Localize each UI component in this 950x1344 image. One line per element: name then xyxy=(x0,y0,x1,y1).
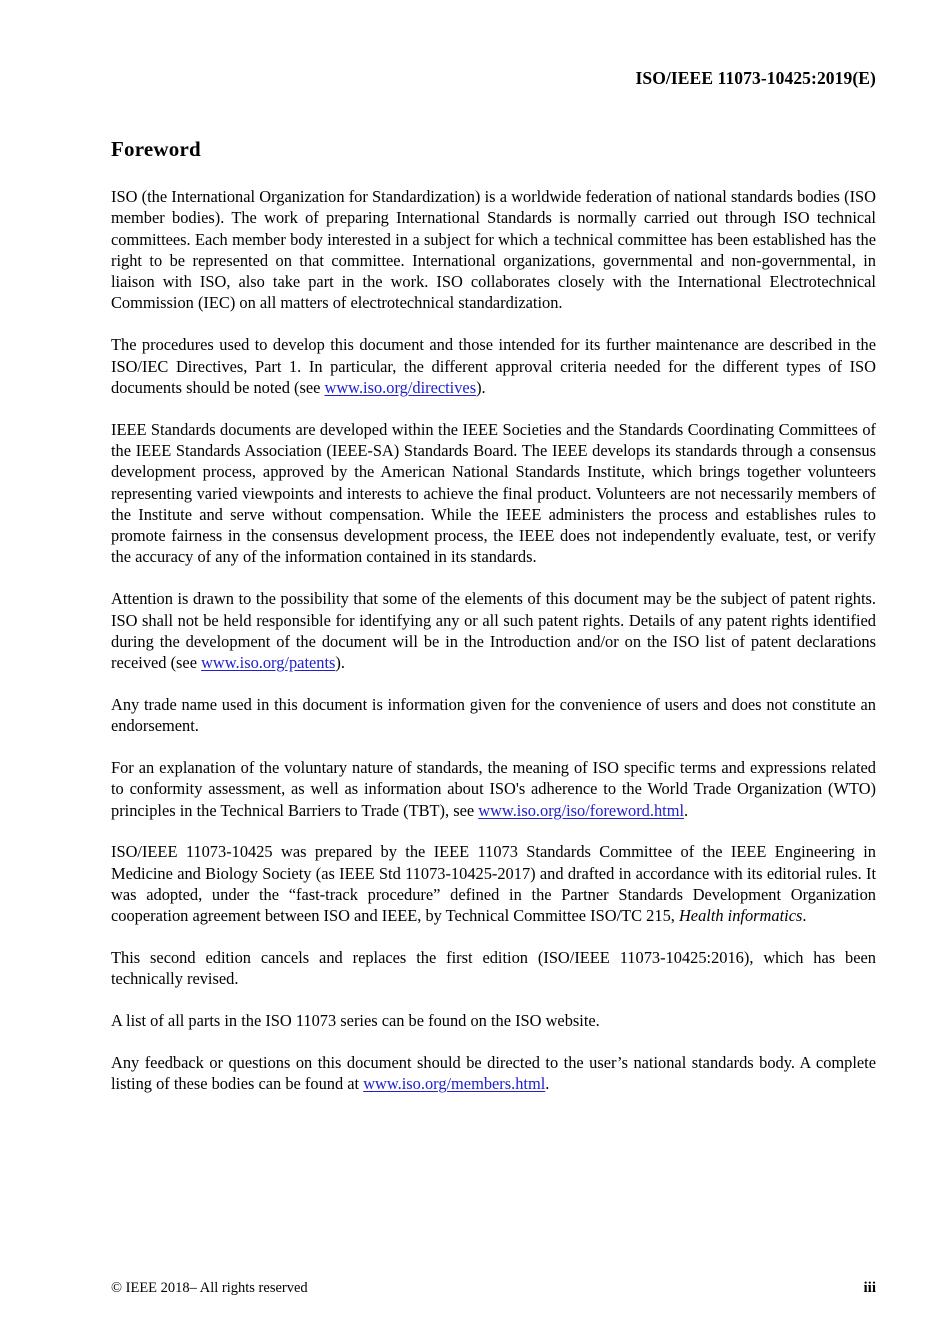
paragraph-procedures-tail: ). xyxy=(476,377,486,397)
paragraph-trade-name: Any trade name used in this document is information given for the convenience of users and does not constitute an endorsement. xyxy=(111,694,876,736)
paragraph-ieee-standards: IEEE Standards documents are developed within the IEEE Societies and the Standards Coordinating Committees of the IEEE Standards Association (IEEE-SA) Standards Board. The IEEE develops its standards through a consensus development process, approved by the American National Standards Institute, which brings together volunteers representing varied viewpoints and interests to achieve the final product. Volunteers are not necessarily members of the Institute and serve without compensation. While the IEEE administers the process and establishes rules to promote fairness in the consensus development process, the IEEE does not independently evaluate, test, or verify the accuracy of any of the information contained in its standards. xyxy=(111,419,876,567)
committee-scope-title: Health informatics xyxy=(678,906,803,926)
paragraph-preparation-tail: . xyxy=(802,906,807,926)
paragraph-patent-rights-text: Attention is drawn to the possibility that some of the elements of this document may be the subject of patent rights. ISO shall not be held responsible for identifying any or all such patent rights. Details of any patent rights identified during the development of the document will be in the Introduction and/or on the ISO list of patent declarations received (see xyxy=(111,589,876,673)
page-footer xyxy=(111,1280,876,1297)
paragraph-preparation-text: ISO/IEEE 11073-10425 was prepared by the IEEE 11073 Standards Committee of the IEEE Engineering in Medicine and Biology Society (as IEEE Std 11073-10425-2017) and drafted in accordance with its editorial rules. It was adopted, under the “fast-track procedure” defined in the Partner Standards Development Organization cooperation agreement between ISO and IEEE, by Technical Committee ISO/TC 215, xyxy=(111,842,876,926)
page-title: Foreword xyxy=(111,137,201,161)
paragraph-voluntary-nature-text: For an explanation of the voluntary nature of standards, the meaning of ISO specific terms and expressions related to conformity assessment, as well as information about ISO's adherence to the World Trade Organization (WTO) principles in the Technical Barriers to Trade (TBT), see xyxy=(111,758,876,820)
link-iso-foreword[interactable]: www.iso.org/iso/foreword.html xyxy=(478,800,685,820)
paragraph-procedures-text: The procedures used to develop this document and those intended for its further maintenance are described in the ISO/IEC Directives, Part 1. In particular, the different approval criteria needed for the different types of ISO documents should be noted (see xyxy=(111,335,876,397)
link-iso-directives[interactable]: www.iso.org/directives xyxy=(324,377,477,397)
link-iso-members[interactable]: www.iso.org/members.html xyxy=(363,1074,546,1094)
paragraph-preparation xyxy=(111,841,876,926)
paragraph-feedback-text: Any feedback or questions on this document should be directed to the user’s national standards body. A complete listing of these bodies can be found at xyxy=(111,1053,876,1094)
paragraph-voluntary-nature xyxy=(111,757,876,821)
paragraph-feedback-tail: . xyxy=(545,1074,550,1094)
copyright-notice: © IEEE 2018– All rights reserved xyxy=(111,1280,308,1296)
paragraph-parts-list: A list of all parts in the ISO 11073 series can be found on the ISO website. xyxy=(111,1011,600,1031)
link-iso-patents[interactable]: www.iso.org/patents xyxy=(201,653,336,673)
paragraph-voluntary-nature-tail: . xyxy=(684,800,689,820)
standard-reference: ISO/IEEE 11073-10425:2019(E) xyxy=(635,68,876,88)
paragraph-patent-rights-tail: ). xyxy=(335,653,345,673)
running-header xyxy=(111,68,876,89)
paragraph-second-edition: This second edition cancels and replaces the first edition (ISO/IEEE 11073-10425:2016), which has been technically revised. xyxy=(111,948,876,989)
paragraph-iso-description: ISO (the International Organization for Standardization) is a worldwide federation of national standards bodies (ISO member bodies). The work of preparing International Standards is normally carried out through ISO technical committees. Each member body interested in a subject for which a technical committee has been established has the right to be represented on that committee. International organizations, governmental and non-governmental, in liaison with ISO, also take part in the work. ISO collaborates closely with the International Electrotechnical Commission (IEC) on all matters of electrotechnical standardization. xyxy=(111,187,876,313)
page-number: iii xyxy=(863,1280,876,1296)
paragraph-procedures xyxy=(111,334,876,398)
paragraph-patent-rights xyxy=(111,588,876,673)
paragraph-feedback xyxy=(111,1052,876,1095)
page-content xyxy=(111,137,876,1095)
